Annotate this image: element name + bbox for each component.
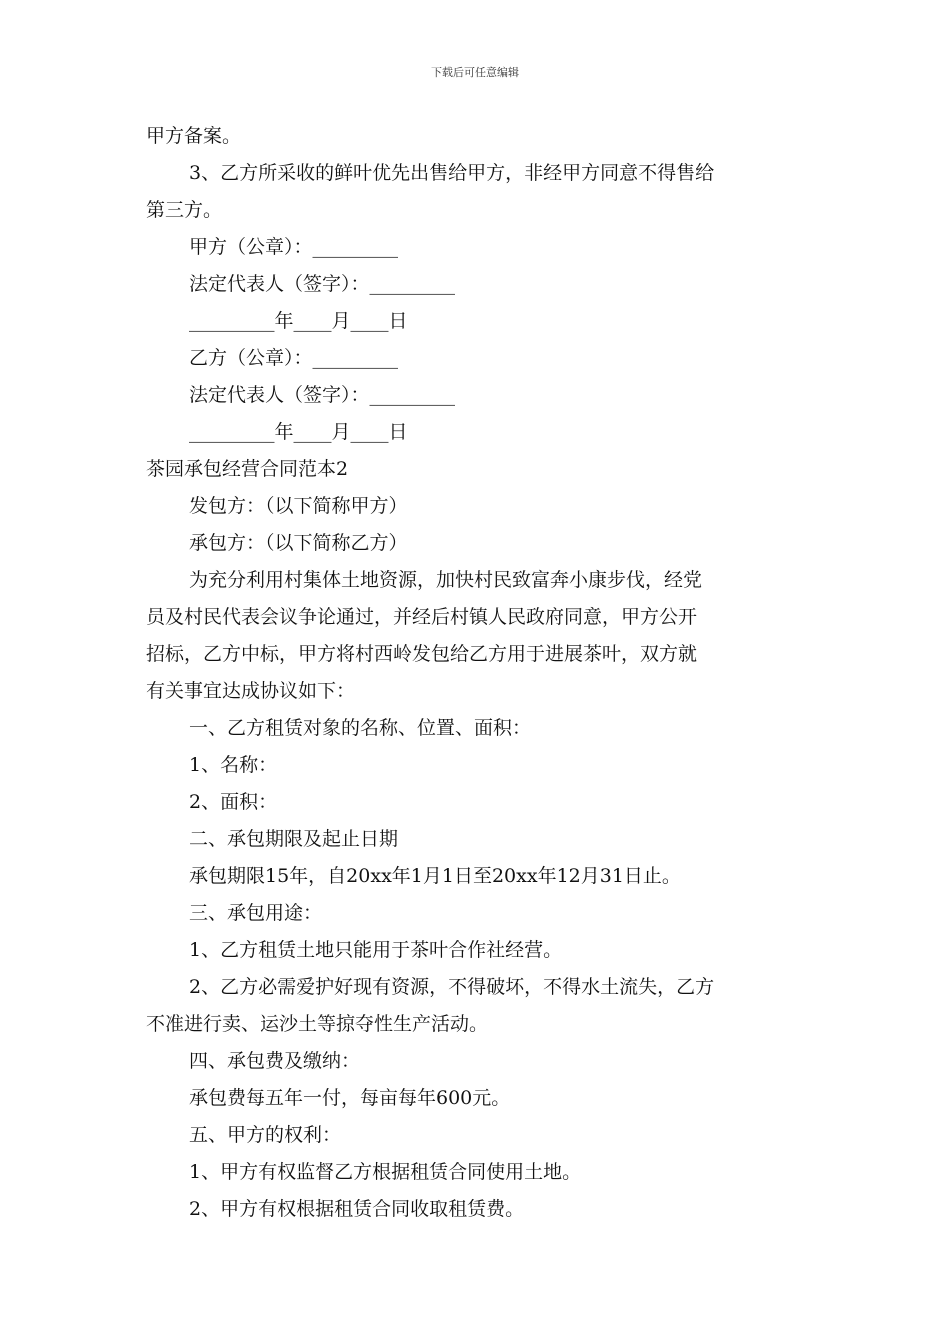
article-3-item-2-cont: 不准进行卖、运沙土等掠夺性生产活动。	[146, 1013, 489, 1035]
party-b-date-line: _________年____月____日	[189, 421, 408, 443]
text-line: 甲方备案。	[146, 125, 242, 147]
preamble-line: 招标，乙方中标，甲方将村西岭发包给乙方用于进展茶叶，双方就	[146, 643, 698, 665]
section-title: 茶园承包经营合同范本2	[146, 458, 349, 480]
article-3-item-1: 1、乙方租赁土地只能用于茶叶合作社经营。	[189, 939, 563, 961]
article-1-heading: 一、乙方租赁对象的名称、位置、面积：	[189, 717, 532, 739]
article-3-heading: 三、承包用途：	[189, 902, 323, 924]
article-5-item-2: 2、甲方有权根据租赁合同收取租赁费。	[189, 1198, 525, 1220]
party-a-seal-line: 甲方（公章）：_________	[189, 236, 399, 258]
article-2-heading: 二、承包期限及起止日期	[189, 828, 399, 850]
preamble-line: 有关事宜达成协议如下：	[146, 680, 356, 702]
article-4-fee: 承包费每五年一付，每亩每年600元。	[189, 1087, 511, 1109]
party-a-representative-line: 法定代表人（签字）：_________	[189, 273, 456, 295]
contractor-line: 发包方：（以下简称甲方）	[189, 495, 408, 517]
page-header-note: 下载后可任意编辑	[431, 66, 519, 79]
article-5-item-1: 1、甲方有权监督乙方根据租赁合同使用土地。	[189, 1161, 582, 1183]
article-4-heading: 四、承包费及缴纳：	[189, 1050, 361, 1072]
document-body	[146, 118, 806, 1228]
contractee-line: 承包方：（以下简称乙方）	[189, 532, 408, 554]
article-3-item-2: 2、乙方必需爱护好现有资源，不得破坏，不得水土流失，乙方	[189, 976, 715, 998]
clause-3: 3、乙方所采收的鲜叶优先出售给甲方，非经甲方同意不得售给	[189, 162, 715, 184]
text-line: 第三方。	[146, 199, 223, 221]
article-2-term: 承包期限15年，自20xx年1月1日至20xx年12月31日止。	[189, 865, 681, 887]
preamble-line: 员及村民代表会议争论通过，并经后村镇人民政府同意，甲方公开	[146, 606, 698, 628]
party-b-seal-line: 乙方（公章）：_________	[189, 347, 399, 369]
preamble-line: 为充分利用村集体土地资源，加快村民致富奔小康步伐，经党	[189, 569, 703, 591]
article-5-heading: 五、甲方的权利：	[189, 1124, 342, 1146]
article-1-item-area: 2、面积：	[189, 791, 278, 813]
party-a-date-line: _________年____月____日	[189, 310, 408, 332]
article-1-item-name: 1、名称：	[189, 754, 278, 776]
party-b-representative-line: 法定代表人（签字）：_________	[189, 384, 456, 406]
